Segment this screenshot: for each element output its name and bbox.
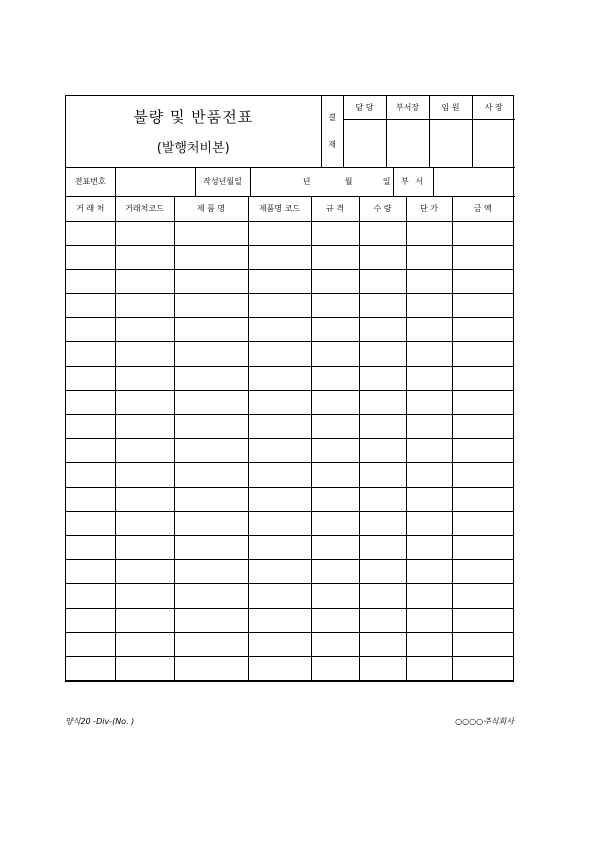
- table-cell[interactable]: [248, 656, 311, 680]
- table-cell[interactable]: [452, 245, 513, 269]
- table-cell[interactable]: [66, 245, 115, 269]
- approval-sign-box[interactable]: [343, 119, 386, 167]
- table-cell[interactable]: [115, 269, 174, 293]
- table-cell[interactable]: [115, 632, 174, 656]
- table-cell[interactable]: [311, 487, 359, 511]
- table-cell[interactable]: [248, 342, 311, 366]
- table-cell[interactable]: [66, 656, 115, 680]
- table-cell[interactable]: [174, 221, 248, 245]
- table-cell[interactable]: [406, 584, 452, 608]
- form-subtitle: (발행처비본): [156, 141, 230, 157]
- table-cell[interactable]: [174, 294, 248, 318]
- table-cell[interactable]: [311, 269, 359, 293]
- table-cell[interactable]: [311, 415, 359, 439]
- table-cell[interactable]: [115, 487, 174, 511]
- department-field[interactable]: [433, 168, 515, 197]
- column-header: 규 격: [311, 197, 359, 221]
- approval-sign-box[interactable]: [429, 119, 472, 167]
- table-cell[interactable]: [406, 463, 452, 487]
- table-cell[interactable]: [174, 366, 248, 390]
- table-cell[interactable]: [452, 366, 513, 390]
- table-cell[interactable]: [248, 584, 311, 608]
- department-label: 부 서: [393, 168, 433, 197]
- table-cell[interactable]: [248, 221, 311, 245]
- table-cell[interactable]: [115, 390, 174, 414]
- table-cell[interactable]: [115, 463, 174, 487]
- table-cell[interactable]: [115, 415, 174, 439]
- table-cell[interactable]: [115, 439, 174, 463]
- table-cell[interactable]: [115, 245, 174, 269]
- table-cell[interactable]: [248, 294, 311, 318]
- table-cell[interactable]: [174, 584, 248, 608]
- table-cell[interactable]: [359, 487, 406, 511]
- table-cell[interactable]: [248, 632, 311, 656]
- table-cell[interactable]: [359, 463, 406, 487]
- table-cell[interactable]: [452, 439, 513, 463]
- approval-role-executive: 임 원: [429, 96, 472, 119]
- table-cell[interactable]: [359, 535, 406, 559]
- table-cell[interactable]: [248, 560, 311, 584]
- table-cell[interactable]: [311, 584, 359, 608]
- table-cell[interactable]: [115, 560, 174, 584]
- table-cell[interactable]: [248, 608, 311, 632]
- table-cell[interactable]: [359, 439, 406, 463]
- table-cell[interactable]: [406, 294, 452, 318]
- table-cell[interactable]: [174, 342, 248, 366]
- table-cell[interactable]: [174, 632, 248, 656]
- table-cell[interactable]: [452, 318, 513, 342]
- table-cell[interactable]: [115, 584, 174, 608]
- table-cell[interactable]: [359, 269, 406, 293]
- table-cell[interactable]: [248, 463, 311, 487]
- table-cell[interactable]: [174, 390, 248, 414]
- table-cell[interactable]: [248, 535, 311, 559]
- table-row: [66, 342, 513, 366]
- table-cell[interactable]: [311, 221, 359, 245]
- table-cell[interactable]: [311, 294, 359, 318]
- table-row: [66, 463, 513, 487]
- table-row: [66, 487, 513, 511]
- table-cell[interactable]: [406, 318, 452, 342]
- table-cell[interactable]: [248, 269, 311, 293]
- table-row: [66, 632, 513, 656]
- table-header-row: [66, 197, 513, 221]
- table-cell[interactable]: [359, 294, 406, 318]
- table-cell[interactable]: [452, 584, 513, 608]
- table-row: [66, 390, 513, 414]
- table-cell[interactable]: [115, 294, 174, 318]
- table-cell[interactable]: [452, 221, 513, 245]
- table-cell[interactable]: [66, 366, 115, 390]
- table-cell[interactable]: [359, 245, 406, 269]
- table-cell[interactable]: [66, 535, 115, 559]
- column-header: 수 량: [359, 197, 406, 221]
- table-cell[interactable]: [174, 245, 248, 269]
- table-cell[interactable]: [174, 656, 248, 680]
- form-title: 불량 및 반품전표: [133, 108, 254, 127]
- table-cell[interactable]: [115, 656, 174, 680]
- table-row: [66, 584, 513, 608]
- table-cell[interactable]: [406, 511, 452, 535]
- table-cell[interactable]: [174, 511, 248, 535]
- table-row: [66, 535, 513, 559]
- table-cell[interactable]: [406, 415, 452, 439]
- item-table: [66, 197, 513, 681]
- table-cell[interactable]: [115, 535, 174, 559]
- table-cell[interactable]: [115, 342, 174, 366]
- table-cell[interactable]: [311, 318, 359, 342]
- company-name: ○○○○주식회사: [455, 717, 514, 726]
- form-code-note: 양식20 -Div-(No. ): [65, 717, 135, 726]
- approval-side-label: 결 재: [321, 96, 343, 167]
- table-cell[interactable]: [66, 342, 115, 366]
- table-cell[interactable]: [66, 439, 115, 463]
- table-cell[interactable]: [452, 535, 513, 559]
- table-cell[interactable]: [406, 608, 452, 632]
- table-cell[interactable]: [66, 487, 115, 511]
- table-cell[interactable]: [248, 439, 311, 463]
- table-cell[interactable]: [311, 632, 359, 656]
- table-row: [66, 366, 513, 390]
- table-cell[interactable]: [452, 560, 513, 584]
- table-cell[interactable]: [452, 487, 513, 511]
- table-cell[interactable]: [359, 221, 406, 245]
- table-cell[interactable]: [311, 560, 359, 584]
- table-cell[interactable]: [359, 560, 406, 584]
- table-cell[interactable]: [406, 535, 452, 559]
- table-row: [66, 608, 513, 632]
- table-row: [66, 245, 513, 269]
- table-cell[interactable]: [311, 463, 359, 487]
- table-cell[interactable]: [248, 366, 311, 390]
- table-cell[interactable]: [66, 390, 115, 414]
- approval-sign-box[interactable]: [386, 119, 429, 167]
- table-cell[interactable]: [66, 463, 115, 487]
- slip-number-field[interactable]: [115, 168, 195, 197]
- table-cell[interactable]: [248, 245, 311, 269]
- table-cell[interactable]: [66, 608, 115, 632]
- table-cell[interactable]: [359, 415, 406, 439]
- table-cell[interactable]: [174, 318, 248, 342]
- approval-role-president: 사 장: [472, 96, 515, 119]
- column-header: 제 품 명: [174, 197, 248, 221]
- table-cell[interactable]: [115, 608, 174, 632]
- table-cell[interactable]: [66, 294, 115, 318]
- table-cell[interactable]: [174, 560, 248, 584]
- approval-role-dept-head: 부서장: [386, 96, 429, 119]
- table-cell[interactable]: [452, 294, 513, 318]
- table-cell[interactable]: [311, 366, 359, 390]
- table-cell[interactable]: [406, 439, 452, 463]
- table-cell[interactable]: [311, 511, 359, 535]
- table-cell[interactable]: [66, 221, 115, 245]
- table-cell[interactable]: [452, 608, 513, 632]
- slip-number-label: 전표번호: [66, 168, 115, 197]
- table-row: [66, 415, 513, 439]
- table-cell[interactable]: [311, 390, 359, 414]
- table-row: [66, 511, 513, 535]
- approval-role-staff: 담 당: [343, 96, 386, 119]
- table-cell[interactable]: [174, 463, 248, 487]
- table-cell[interactable]: [248, 318, 311, 342]
- table-cell[interactable]: [359, 366, 406, 390]
- table-cell[interactable]: [406, 366, 452, 390]
- table-cell[interactable]: [115, 366, 174, 390]
- table-cell[interactable]: [66, 584, 115, 608]
- date-label: 작성년월일: [195, 168, 250, 197]
- table-cell[interactable]: [311, 245, 359, 269]
- table-cell[interactable]: [66, 560, 115, 584]
- column-header: 금 액: [452, 197, 513, 221]
- table-cell[interactable]: [311, 439, 359, 463]
- approval-sign-box[interactable]: [472, 119, 515, 167]
- table-cell[interactable]: [406, 269, 452, 293]
- table-cell[interactable]: [452, 511, 513, 535]
- column-header: 거래처코드: [115, 197, 174, 221]
- table-cell[interactable]: [311, 656, 359, 680]
- table-cell[interactable]: [406, 656, 452, 680]
- column-header: 거 래 처: [66, 197, 115, 221]
- column-header: 제품명 코드: [248, 197, 311, 221]
- table-cell[interactable]: [66, 632, 115, 656]
- table-cell[interactable]: [452, 342, 513, 366]
- table-row: [66, 318, 513, 342]
- table-cell[interactable]: [66, 318, 115, 342]
- table-cell[interactable]: [174, 535, 248, 559]
- table-cell[interactable]: [174, 608, 248, 632]
- column-header: 단 가: [406, 197, 452, 221]
- table-cell[interactable]: [406, 245, 452, 269]
- table-cell[interactable]: [359, 656, 406, 680]
- title-cell: [66, 96, 321, 167]
- table-cell[interactable]: [406, 390, 452, 414]
- table-cell[interactable]: [406, 487, 452, 511]
- table-cell[interactable]: [66, 511, 115, 535]
- table-cell[interactable]: [359, 390, 406, 414]
- table-row: [66, 294, 513, 318]
- table-cell[interactable]: [115, 221, 174, 245]
- table-row: [66, 439, 513, 463]
- table-row: [66, 656, 513, 680]
- table-row: [66, 221, 513, 245]
- table-cell[interactable]: [406, 632, 452, 656]
- table-cell[interactable]: [311, 535, 359, 559]
- date-field[interactable]: 년 월 일: [250, 168, 393, 197]
- table-cell[interactable]: [359, 342, 406, 366]
- table-cell[interactable]: [115, 318, 174, 342]
- table-cell[interactable]: [311, 608, 359, 632]
- table-cell[interactable]: [248, 415, 311, 439]
- table-row: [66, 560, 513, 584]
- table-cell[interactable]: [248, 390, 311, 414]
- table-row: [66, 269, 513, 293]
- table-cell[interactable]: [452, 632, 513, 656]
- table-cell[interactable]: [452, 415, 513, 439]
- table-cell[interactable]: [359, 318, 406, 342]
- table-cell[interactable]: [66, 269, 115, 293]
- table-cell[interactable]: [174, 439, 248, 463]
- table-cell[interactable]: [406, 560, 452, 584]
- table-cell[interactable]: [359, 511, 406, 535]
- form-header: [66, 96, 515, 168]
- table-cell[interactable]: [406, 221, 452, 245]
- table-cell[interactable]: [452, 390, 513, 414]
- info-row: [66, 168, 515, 198]
- table-cell[interactable]: [248, 511, 311, 535]
- table-cell[interactable]: [174, 269, 248, 293]
- table-cell[interactable]: [174, 415, 248, 439]
- table-cell[interactable]: [452, 463, 513, 487]
- table-cell[interactable]: [248, 487, 311, 511]
- table-cell[interactable]: [452, 269, 513, 293]
- table-cell[interactable]: [115, 511, 174, 535]
- table-cell[interactable]: [406, 342, 452, 366]
- table-cell[interactable]: [452, 656, 513, 680]
- table-cell[interactable]: [311, 342, 359, 366]
- slip-form: [65, 95, 514, 682]
- table-cell[interactable]: [66, 415, 115, 439]
- table-cell[interactable]: [359, 632, 406, 656]
- table-cell[interactable]: [359, 608, 406, 632]
- table-cell[interactable]: [174, 487, 248, 511]
- table-cell[interactable]: [359, 584, 406, 608]
